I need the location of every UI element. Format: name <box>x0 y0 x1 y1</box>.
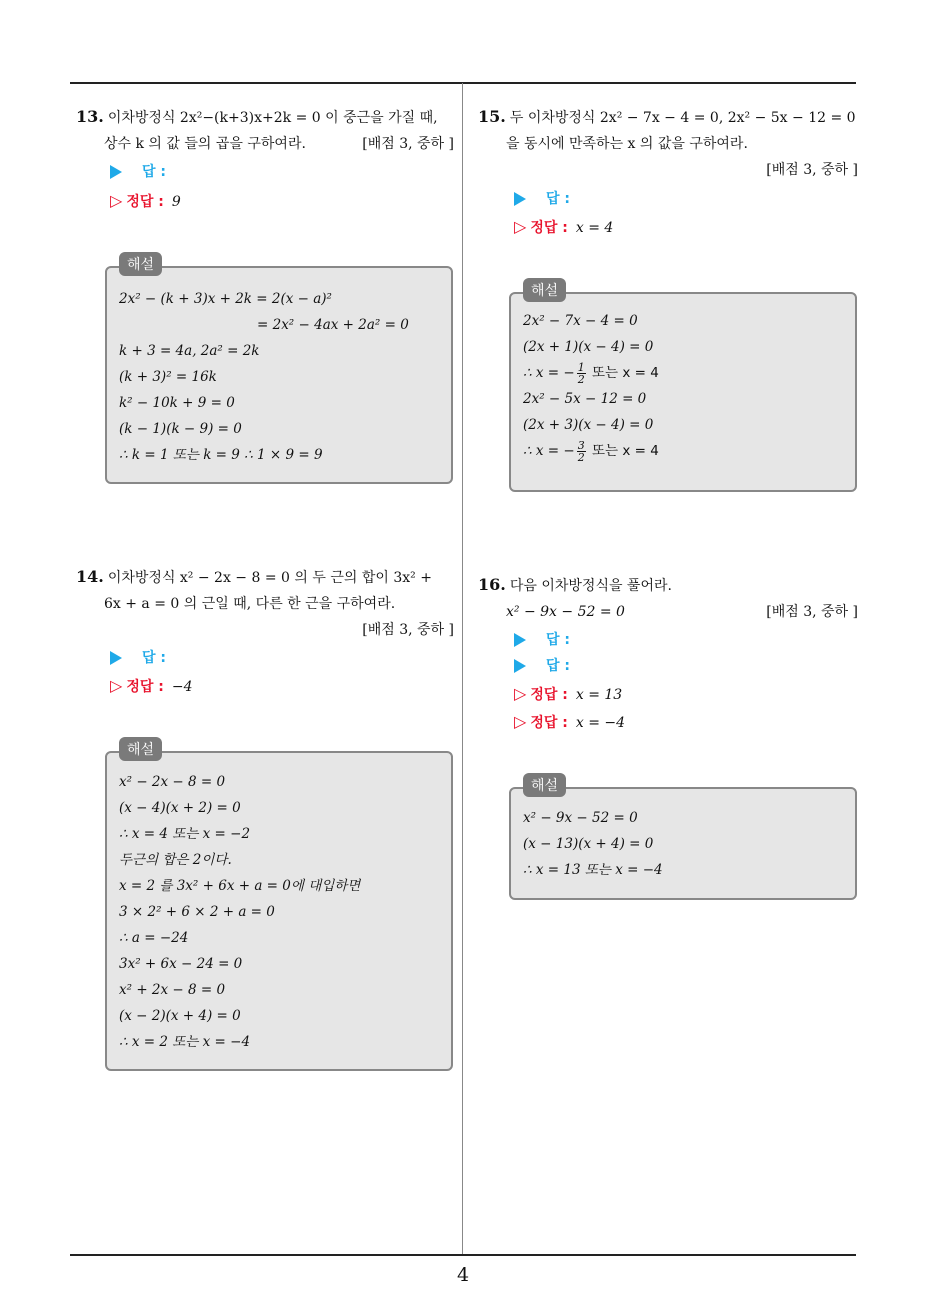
solution-text: 또는 x = 4 <box>592 443 659 459</box>
correct-value: x = 13 <box>575 687 623 703</box>
play-triangle-icon <box>514 192 526 206</box>
solution-line: = 2x² − 4ax + 2a² = 0 <box>257 317 409 333</box>
correct-label: 정답 : <box>126 679 164 695</box>
correct-label: 정답 : <box>530 715 568 731</box>
answer-label: 답 : <box>142 650 166 666</box>
solution-line: x = 2 를 3x² + 6x + a = 0에 대입하면 <box>119 878 361 894</box>
fraction-denominator: 2 <box>577 373 585 386</box>
solution-tag: 해설 <box>119 737 162 761</box>
page-number: 4 <box>456 1264 470 1286</box>
solution-line: k + 3 = 4a, 2a² = 2k <box>119 343 260 359</box>
answer-field-14[interactable] <box>110 646 166 670</box>
solution-line: x² − 9x − 52 = 0 <box>523 810 638 826</box>
problem-text-line1: 다음 이차방정식을 풀어라. <box>509 578 672 594</box>
solution-line: ∴ x = 4 또는 x = −2 <box>119 826 251 842</box>
play-triangle-icon <box>110 165 122 179</box>
solution-line: x² − 2x − 8 = 0 <box>119 774 226 790</box>
outline-triangle-icon: ▷ <box>514 217 527 236</box>
solution-line: ∴ k = 1 또는 k = 9 ∴ 1 × 9 = 9 <box>119 447 323 463</box>
correct-value: 9 <box>171 194 181 210</box>
solution-line: (k + 3)² = 16k <box>119 369 217 385</box>
solution-box-14 <box>105 742 453 1071</box>
score-label: [배점 3, 중하 ] <box>362 622 454 638</box>
solution-line: k² − 10k + 9 = 0 <box>119 395 235 411</box>
solution-tag: 해설 <box>523 278 566 302</box>
solution-line: (x − 13)(x + 4) = 0 <box>523 836 654 852</box>
correct-answer-16b <box>514 710 625 734</box>
problem-number: 13. <box>76 107 104 126</box>
solution-line: ∴ a = −24 <box>119 930 189 946</box>
solution-line: x² + 2x − 8 = 0 <box>119 982 226 998</box>
solution-line: (2x + 3)(x − 4) = 0 <box>523 417 654 433</box>
solution-tag: 해설 <box>119 252 162 276</box>
play-triangle-icon <box>514 633 526 647</box>
outline-triangle-icon: ▷ <box>514 712 527 731</box>
fraction <box>577 440 586 463</box>
problem-number: 15. <box>478 107 506 126</box>
problem-text-line2: 6x + a = 0 의 근일 때, 다른 한 근을 구하여라. <box>104 596 396 612</box>
solution-text: ∴ x = − <box>523 365 575 381</box>
solution-line: 2x² − 7x − 4 = 0 <box>523 313 638 329</box>
problem-14 <box>76 564 454 643</box>
solution-text: 또는 x = 4 <box>592 365 659 381</box>
bottom-rule <box>70 1254 856 1256</box>
correct-answer-14 <box>110 674 192 698</box>
answer-field-16a[interactable] <box>514 628 570 652</box>
answer-field-15[interactable] <box>514 187 570 211</box>
solution-line: 2x² − (k + 3)x + 2k = 2(x − a)² <box>119 291 332 307</box>
problem-13 <box>76 104 454 157</box>
score-label: [배점 3, 중하 ] <box>362 136 454 152</box>
solution-line-fraction <box>523 438 843 464</box>
solution-line: ∴ x = 13 또는 x = −4 <box>523 862 663 878</box>
correct-label: 정답 : <box>530 220 568 236</box>
answer-label: 답 : <box>142 164 166 180</box>
solution-line: 2x² − 5x − 12 = 0 <box>523 391 647 407</box>
solution-line-fraction <box>523 360 843 386</box>
play-triangle-icon <box>110 651 122 665</box>
problem-text-line2: x² − 9x − 52 = 0 <box>506 604 625 620</box>
problem-text-line1: 이차방정식 x² − 2x − 8 = 0 의 두 근의 합이 3x² + <box>107 570 432 586</box>
problem-text-line2: 을 동시에 만족하는 x 의 값을 구하여라. <box>506 136 748 152</box>
outline-triangle-icon: ▷ <box>110 676 123 695</box>
problem-number: 16. <box>478 575 506 594</box>
solution-line: (x − 4)(x + 2) = 0 <box>119 800 241 816</box>
column-divider <box>462 83 463 1254</box>
fraction-denominator: 2 <box>577 451 585 464</box>
solution-line: (k − 1)(k − 9) = 0 <box>119 421 242 437</box>
play-triangle-icon <box>514 659 526 673</box>
answer-field-16b[interactable] <box>514 654 570 678</box>
score-label: [배점 3, 중하 ] <box>766 604 858 620</box>
correct-answer-15 <box>514 215 613 239</box>
problem-number: 14. <box>76 567 104 586</box>
correct-label: 정답 : <box>126 194 164 210</box>
answer-label: 답 : <box>546 658 570 674</box>
solution-tag: 해설 <box>523 773 566 797</box>
solution-box-16 <box>509 778 857 900</box>
correct-value: x = 4 <box>575 220 614 236</box>
correct-answer-13 <box>110 189 181 213</box>
solution-line: (x − 2)(x + 4) = 0 <box>119 1008 241 1024</box>
top-rule <box>70 82 856 84</box>
problem-15 <box>478 104 858 183</box>
problem-16 <box>478 572 858 625</box>
outline-triangle-icon: ▷ <box>514 684 527 703</box>
solution-line: 3x² + 6x − 24 = 0 <box>119 956 243 972</box>
correct-value: x = −4 <box>575 715 626 731</box>
answer-label: 답 : <box>546 191 570 207</box>
solution-box-15 <box>509 283 857 492</box>
problem-text-line1: 이차방정식 2x²−(k+3)x+2k = 0 이 중근을 가질 때, <box>107 110 438 126</box>
solution-line: ∴ x = 2 또는 x = −4 <box>119 1034 251 1050</box>
solution-line: 3 × 2² + 6 × 2 + a = 0 <box>119 904 275 920</box>
correct-label: 정답 : <box>530 687 568 703</box>
problem-text-line1: 두 이차방정식 2x² − 7x − 4 = 0, 2x² − 5x − 12 = 0 <box>509 110 856 126</box>
solution-line: 두근의 합은 2이다. <box>119 852 232 868</box>
correct-value: −4 <box>171 679 193 695</box>
fraction-numerator: 3 <box>577 439 585 452</box>
score-label: [배점 3, 중하 ] <box>766 162 858 178</box>
answer-field-13[interactable] <box>110 160 166 184</box>
correct-answer-16a <box>514 682 622 706</box>
answer-label: 답 : <box>546 632 570 648</box>
solution-text: ∴ x = − <box>523 443 575 459</box>
problem-text-line2: 상수 k 의 값 들의 곱을 구하여라. <box>104 136 306 152</box>
fraction <box>577 362 586 385</box>
outline-triangle-icon: ▷ <box>110 191 123 210</box>
fraction-numerator: 1 <box>577 361 585 374</box>
solution-line: (2x + 1)(x − 4) = 0 <box>523 339 654 355</box>
solution-box-13 <box>105 257 453 484</box>
